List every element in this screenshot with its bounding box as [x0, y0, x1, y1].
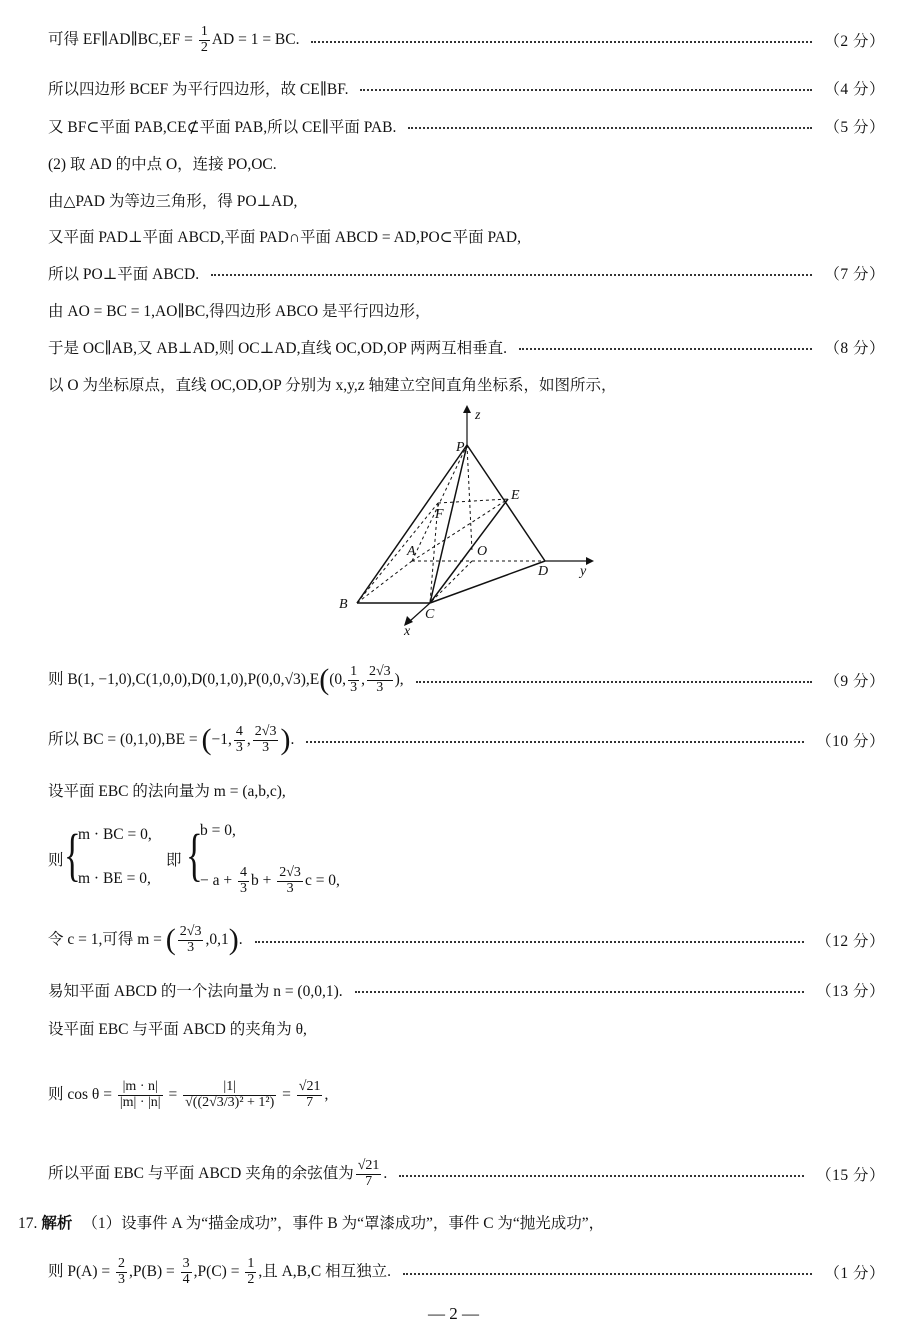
- leader-dots: [399, 1175, 804, 1177]
- edge-AB: [357, 561, 412, 603]
- coordinate-figure: [330, 403, 610, 639]
- z-axis-arrow: [463, 405, 471, 413]
- text-line-14: 令 c = 1,可得 m = ( $\frac{2√3}{3}$ ,0,1). （12 分）: [48, 923, 885, 956]
- edge-FE: [438, 499, 508, 503]
- label-E: E: [511, 488, 520, 503]
- score-marker: （13 分）: [816, 983, 885, 1000]
- text-line-20: 则 P(A) = $\frac{2}{3}$ ,P(B) = $\frac{3}{4}$ ,P(C) = $\frac{1}{2}$ ,且 A,B,C 相互独立. （1 分）: [48, 1255, 885, 1287]
- edge-CD: [430, 561, 545, 603]
- leader-dots: [355, 991, 804, 993]
- score-marker: （4 分）: [824, 81, 885, 98]
- text-line-11: 则 B(1, −1,0),C(1,0,0),D(0,1,0),P(0,0,√3),E((0, $\frac{1}{3}$ , $\frac{2√3}{3}$ ), （9 分）: [48, 663, 885, 696]
- analysis-label: 解析: [41, 1215, 73, 1232]
- label-D: D: [538, 564, 549, 579]
- text-line-2: 所以四边形 BCEF 为平行四边形，故 CE∥BF. （4 分）: [48, 76, 885, 100]
- text-line-13: 设平面 EBC 的法向量为 m = (a,b,c),: [48, 783, 286, 800]
- text-line-1: 可得 EF∥AD∥BC,EF = $\frac{1}{2}$ AD = 1 = BC. （2 分）: [48, 23, 885, 55]
- label-A: A: [407, 544, 416, 559]
- text-line-17: 则 cos θ = $\frac{|m \cdot n|}{|m| \cdot |n|}$ = $\frac{|1|}{\text{√((2√3/3)² + 1²)}}$ = $\frac{√21}{7}$ ,: [48, 1078, 329, 1110]
- label-C: C: [425, 607, 435, 622]
- leader-dots: [519, 348, 812, 350]
- text-line-8: 由 AO = BC = 1,AO∥BC,得四边形 ABCO 是平行四边形，: [48, 303, 431, 320]
- label-P: P: [456, 440, 465, 455]
- text-line-18: 所以平面 EBC 与平面 ABCD 夹角的余弦值为 $\frac{√21}{7}$ . （15 分）: [48, 1157, 885, 1189]
- leader-dots: [255, 941, 805, 943]
- score-marker: （8 分）: [824, 340, 885, 357]
- text-line-5: 由△PAD 为等边三角形，得 PO⊥AD,: [48, 193, 298, 210]
- question-17-header: 17. 解析 （1）设事件 A 为“描金成功”，事件 B 为“罩漆成功”，事件 C 为“抛光成功”，: [18, 1215, 605, 1232]
- text-line-6: 又平面 PAD⊥平面 ABCD,平面 PAD∩平面 ABCD = AD,PO⊂平面 PAD,: [48, 229, 521, 246]
- text-line-15: 易知平面 ABCD 的一个法向量为 n = (0,0,1). （13 分）: [48, 978, 885, 1002]
- text-line-9: 于是 OC∥AB,又 AB⊥AD,则 OC⊥AD,直线 OC,OD,OP 两两互相垂直. （8 分）: [48, 335, 885, 359]
- text-line-10: 以 O 为坐标原点，直线 OC,OD,OP 分别为 x,y,z 轴建立空间直角坐标系，如图所示，: [48, 377, 617, 394]
- leader-dots: [408, 127, 812, 129]
- label-O: O: [477, 544, 488, 559]
- score-marker: （15 分）: [816, 1167, 885, 1184]
- edge-BF: [357, 503, 438, 603]
- leader-dots: [306, 741, 804, 743]
- score-marker: （1 分）: [824, 1265, 885, 1282]
- leader-dots: [403, 1273, 812, 1275]
- leader-dots: [311, 41, 812, 43]
- y-axis-arrow: [586, 557, 594, 565]
- fraction: $\frac{1}{2}$: [200, 23, 208, 55]
- label-z: z: [475, 408, 481, 423]
- document-page: 可得 EF∥AD∥BC,EF = $\frac{1}{2}$ AD = 1 = BC. （2 分） 所以四边形 BCEF 为平行四边形，故 CE∥BF. （4 分） 又 BF⊂平面 PAB,CE⊄平面 PAB,所以 CE∥平面 PAB. （5 分） (2) 取 AD 的中点 O，连接 PO,OC. 由△PAD 为等边三角形，得 PO⊥AD, 又平面 PAD⊥平面 ABCD,平面 PAD∩平面 ABCD = AD,PO⊂平面 PAD, 所以 PO⊥平面 ABCD. （7 分） 由 AO = BC = 1,AO∥BC,得四边形 ABCO 是平行四边形， 于是 OC∥AB,又 AB⊥AD,则 OC⊥AD,直线 OC,OD,OP 两两互相垂直. （8 分） 以 O 为坐标原点，直线 OC,OD,OP 分别为 x,y,z 轴建立空间直角坐标系，如图所示， P z E F A O D y B C x 则 B(1, −1,0),C(1,0,0),D(0,1,0),P(0,0,√3),E((0, $\frac{1}{3}$ , $\frac{2√3}{3}$ ), （9 分） 所以 BC = (0,1,0),BE = (−1, $\frac{4}{3}$ , $\frac{2√3}{3}$ ). （10 分） 设平面 EBC 的法向量为 m = (a,b,c), 则 { m · BC = 0, m · BE = 0, 即 { b = 0, − a + $\frac{4}{3}$ b + $\frac{2√3}{3}$ c = 0, 令 c = 1,可得 m = ( $\frac{2√3}{3}$ ,0,1). （12 分） 易知平面 ABCD 的一个法向量为 n = (0,0,1). （13 分） 设平面 EBC 与平面 ABCD 的夹角为 θ, 则 cos θ = $\frac{|m \cdot n|}{|m| \cdot |n|}$ = $\frac{|1|}{\text{√((2√3/3)² + 1²)}}$ = $\frac{√21}{7}$ , 所以平面 EBC 与平面 ABCD 夹角的余弦值为 $\frac{√21}{7}$ . （15 分） 17. 解析 （1）设事件 A 为“描金成功”，事件 B 为“罩漆成功”，事件 C 为“抛光成功”， 则 P(A) = $\frac{2}{3}$ ,P(B) = $\frac{3}{4}$ ,P(C) = $\frac{1}{2}$ ,且 A,B,C 相互独立. （1 分） — 2 —: [0, 0, 907, 1342]
- score-marker: （9 分）: [824, 673, 885, 690]
- leader-dots: [211, 274, 812, 276]
- edge-OC: [430, 561, 472, 603]
- label-B: B: [339, 597, 348, 612]
- score-marker: （2 分）: [824, 33, 885, 50]
- label-x: x: [404, 624, 411, 639]
- score-marker: （12 分）: [816, 933, 885, 950]
- score-marker: （7 分）: [824, 266, 885, 283]
- text-line-7: 所以 PO⊥平面 ABCD. （7 分）: [48, 261, 885, 285]
- z-axis-dashed: [467, 445, 472, 551]
- leader-dots: [416, 681, 813, 683]
- text-line-12: 所以 BC = (0,1,0),BE = (−1, $\frac{4}{3}$ , $\frac{2√3}{3}$ ). （10 分）: [48, 723, 885, 756]
- score-marker: （5 分）: [824, 119, 885, 136]
- text-line-4: (2) 取 AD 的中点 O，连接 PO,OC.: [48, 156, 277, 173]
- score-marker: （10 分）: [816, 733, 885, 750]
- text-line-3: 又 BF⊂平面 PAB,CE⊄平面 PAB,所以 CE∥平面 PAB. （5 分）: [48, 114, 885, 138]
- text-line-16: 设平面 EBC 与平面 ABCD 的夹角为 θ,: [48, 1021, 307, 1038]
- edge-AE: [412, 499, 508, 561]
- leader-dots: [360, 89, 812, 91]
- label-y: y: [580, 564, 587, 579]
- page-number: — 2 —: [428, 1304, 479, 1323]
- label-F: F: [435, 507, 444, 522]
- edge-PB: [357, 445, 467, 603]
